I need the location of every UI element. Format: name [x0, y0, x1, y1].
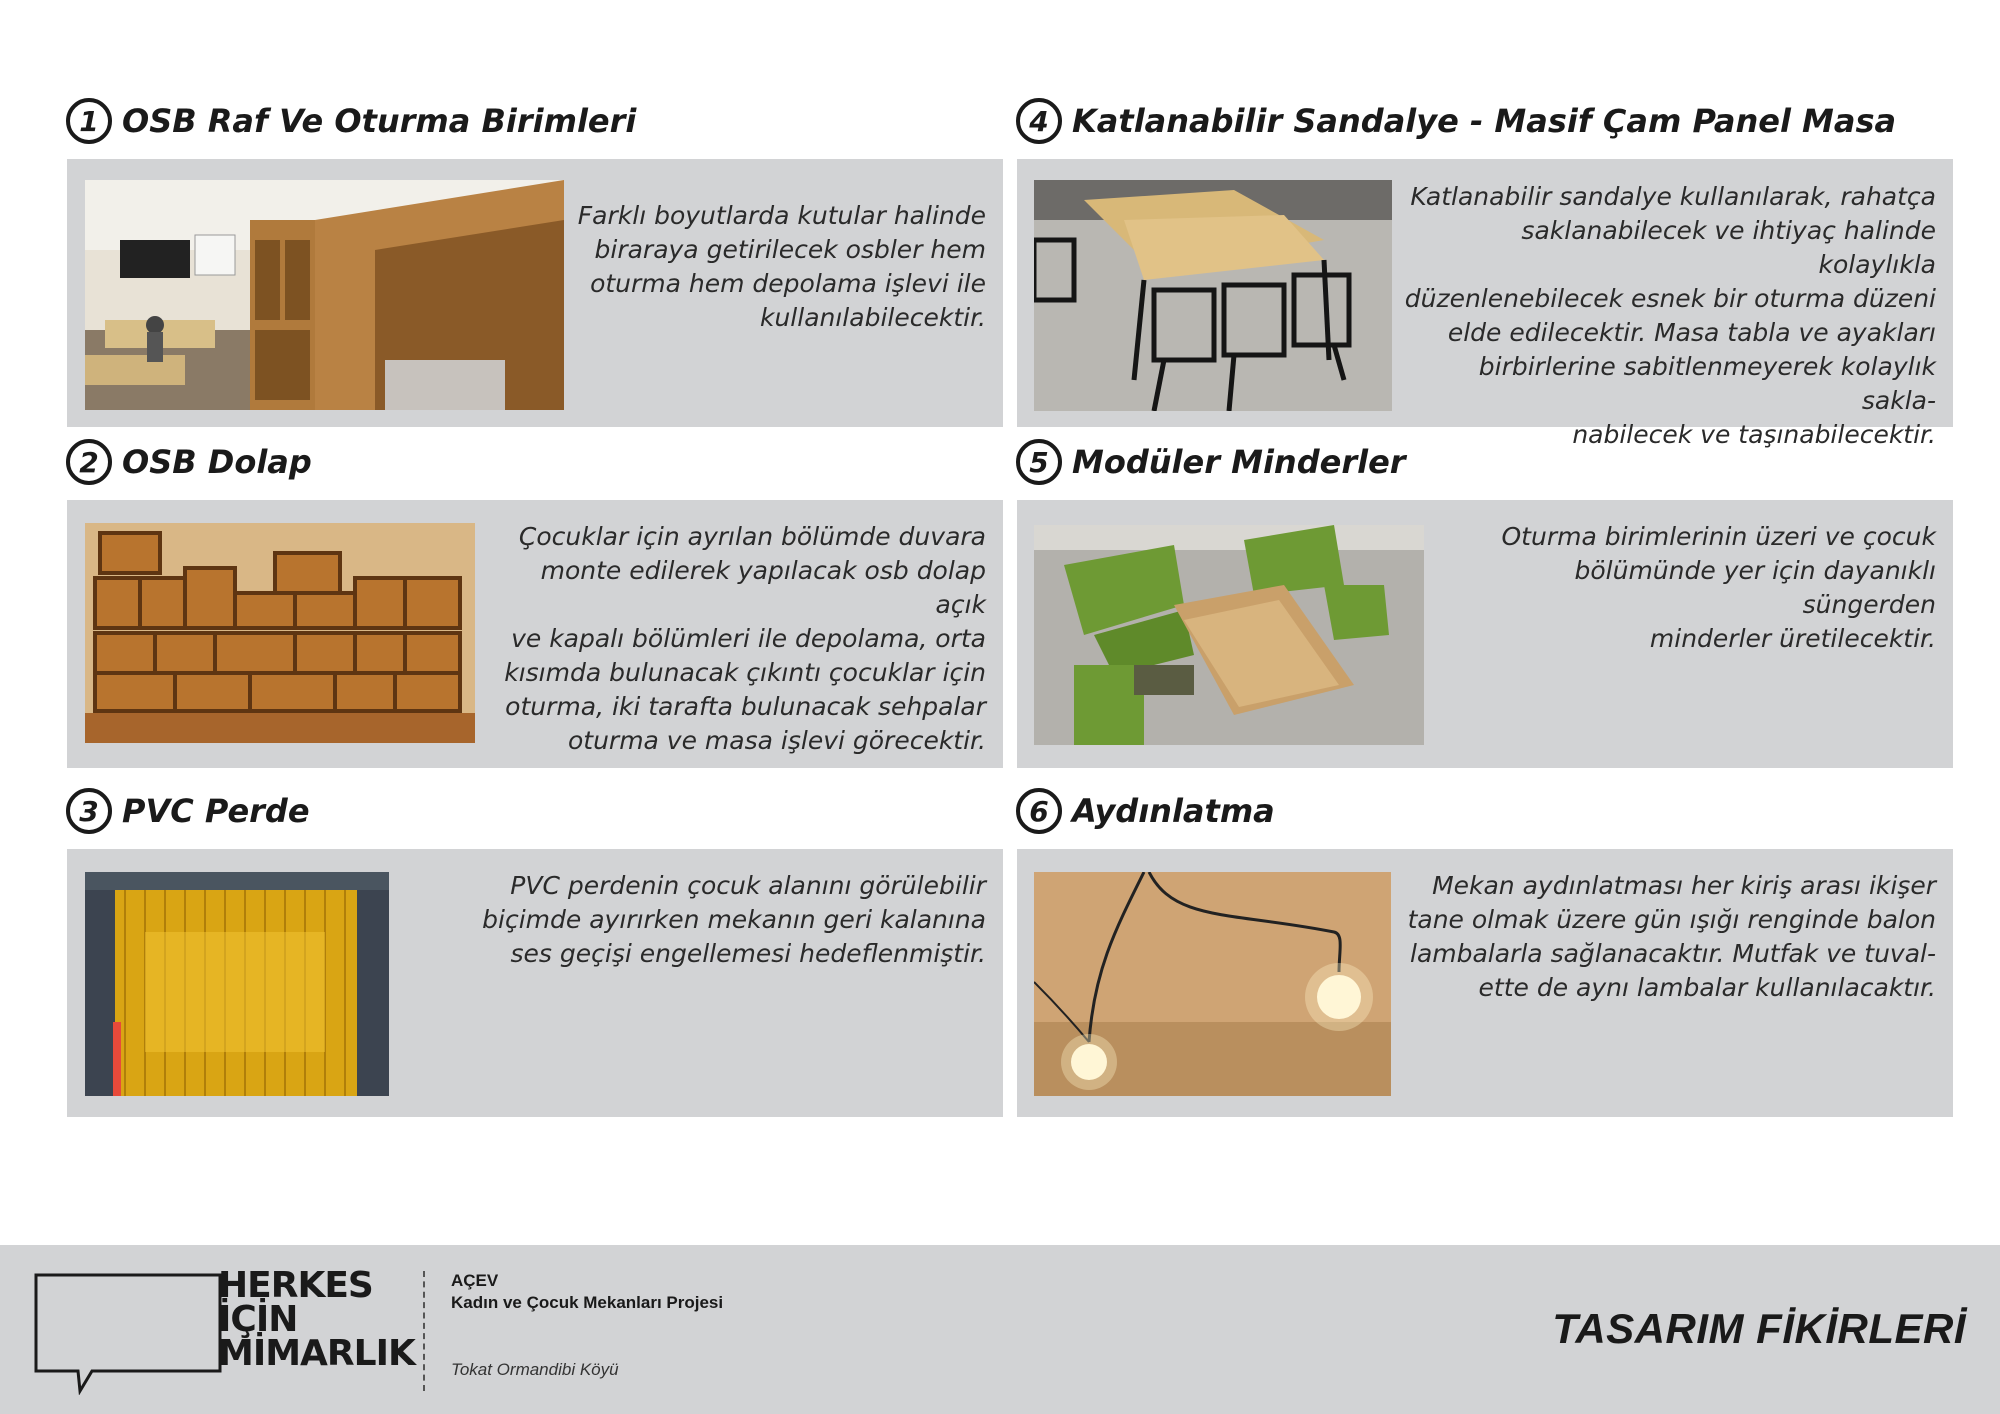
section-5-description: Oturma birimlerinin üzeri ve çocuk bölümünde yer için dayanıklı süngerden minderler üretilecektir.	[1501, 522, 1936, 653]
section-heading: Aydınlatma	[1072, 792, 1275, 830]
section-number-badge: 3	[66, 788, 112, 834]
section-3-description: PVC perdenin çocuk alanını görülebilir biçimde ayırırken mekanın geri kalanına ses geçişi engellemesi hedeflenmiştir.	[482, 871, 986, 968]
location: Tokat Ormandibi Köyü	[451, 1360, 619, 1379]
section-number-badge: 4	[1016, 98, 1062, 144]
pvc-curtain-photo	[85, 872, 389, 1096]
bulb-lighting-photo	[1034, 872, 1391, 1096]
section-number-badge: 2	[66, 439, 112, 485]
org-name: AÇEV	[451, 1271, 499, 1290]
section-heading: OSB Dolap	[122, 443, 312, 481]
osb-cabinet-photo	[85, 523, 475, 743]
section-4-title	[1016, 96, 1896, 146]
logo-line: HERKES	[218, 1265, 373, 1306]
logo-line: İÇİN	[218, 1299, 298, 1340]
section-3-panel	[67, 849, 1003, 1117]
speech-bubble-logo-icon	[34, 1273, 224, 1395]
osb-shelving-seating-photo	[85, 180, 564, 410]
section-number-badge: 1	[66, 98, 112, 144]
section-5-panel	[1017, 500, 1953, 768]
folding-chair-table-photo	[1034, 180, 1392, 411]
section-number-badge: 5	[1016, 439, 1062, 485]
logo-wordmark	[218, 1265, 415, 1374]
section-6-panel	[1017, 849, 1953, 1117]
section-6-description: Mekan aydınlatması her kiriş arası ikişer tane olmak üzere gün ışığı renginde balon lambalarla sağlanacaktır. Mutfak ve tuval- ette de aynı lambalar kullanılacaktır.	[1407, 871, 1936, 1002]
section-heading: Katlanabilir Sandalye - Masif Çam Panel Masa	[1072, 102, 1897, 140]
section-5-title	[1016, 437, 1406, 487]
page-title: TASARIM FİKİRLERİ	[1552, 1305, 1966, 1352]
section-1-panel	[67, 159, 1003, 427]
footer-bar	[0, 1245, 2000, 1414]
logo-line: MİMARLIK	[218, 1333, 415, 1374]
section-1-description: Farklı boyutlarda kutular halinde biraraya getirilecek osbler hem oturma hem depolama işlevi ile kullanılabilecektir.	[577, 201, 986, 332]
section-1-title	[66, 96, 636, 146]
project-name: Kadın ve Çocuk Mekanları Projesi	[451, 1293, 724, 1312]
section-2-description: Çocuklar için ayrılan bölümde duvara monte edilerek yapılacak osb dolap açık ve kapalı bölümleri ile depolama, orta kısımda bulunacak çıkıntı çocuklar için oturma, iki tarafta bulunacak sehpalar oturma ve masa işlevi görecektir.	[504, 522, 986, 755]
section-4-panel	[1017, 159, 1953, 449]
section-4-description: Katlanabilir sandalye kullanılarak, rahatça saklanabilecek ve ihtiyaç halinde kolaylıkla düzenlenebilecek esnek bir oturma düzeni elde edilecektir. Masa tabla ve ayakları birbirlerine sabitlenmeyerek kolaylık sakla- nabilecek ve taşınabilecektir.	[1404, 182, 1936, 449]
section-heading: PVC Perde	[122, 792, 310, 830]
section-6-title	[1016, 786, 1275, 836]
section-heading: Modüler Minderler	[1072, 443, 1406, 481]
section-2-title	[66, 437, 312, 487]
section-3-title	[66, 786, 310, 836]
section-number-badge: 6	[1016, 788, 1062, 834]
section-heading: OSB Raf Ve Oturma Birimleri	[122, 102, 637, 140]
modular-cushions-photo	[1034, 525, 1424, 745]
footer-divider	[423, 1271, 425, 1391]
section-2-panel	[67, 500, 1003, 768]
